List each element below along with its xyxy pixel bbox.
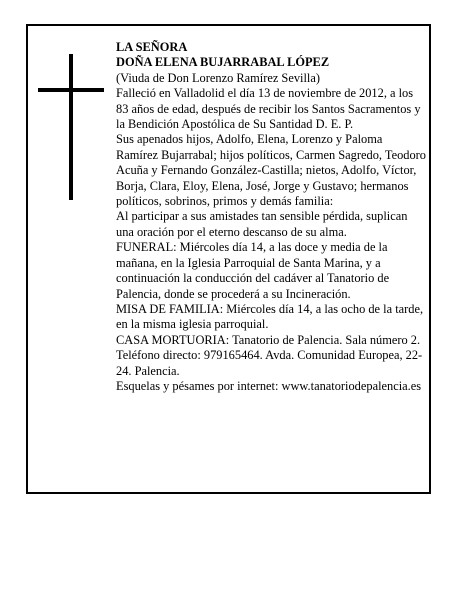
- family-list: Sus apenados hijos, Adolfo, Elena, Lorenzo y Paloma Ramírez Bujarrabal; hijos políticos, Carmen Sagredo, Teodoro Acuña y Fernando González-Castilla; nietos, Adolfo, Víctor, Borja, Clara, Eloy, Elena, José, Jorge y Gustavo; hermanos políticos, sobrinos, primos y demás familia:: [116, 132, 426, 209]
- death-announcement: Falleció en Valladolid el día 13 de noviembre de 2012, a los 83 años de edad, después de recibir los Santos Sacramentos y la Bendición Apostólica de Su Santidad D. E. P.: [116, 86, 421, 132]
- heading: LA SEÑORA: [116, 40, 188, 54]
- family-mass-info: MISA DE FAMILIA: Miércoles día 14, a las ocho de la tarde, en la misma iglesia parroquial.: [116, 301, 424, 332]
- cross-horizontal-bar: [38, 88, 104, 92]
- funeral-info: FUNERAL: Miércoles día 14, a las doce y media de la mañana, en la Iglesia Parroquial de Santa Marina, y a continuación la conducción del cadáver al Tanatorio de Palencia, donde se procederá a su Incineración.: [116, 240, 390, 301]
- widow-line: (Viuda de Don Lorenzo Ramírez Sevilla): [116, 70, 320, 85]
- cross-icon: [38, 54, 104, 200]
- internet-condolences: Esquelas y pésames por internet: www.tanatoriodepalencia.es: [116, 378, 422, 393]
- prayer-request: Al participar a sus amistades tan sensible pérdida, suplican una oración por el eterno descanso de su alma.: [116, 209, 408, 239]
- obituary-card: [26, 24, 431, 494]
- cross-vertical-bar: [69, 54, 73, 200]
- obituary-text: [116, 40, 426, 394]
- mortuary-info: CASA MORTUORIA: Tanatorio de Palencia. Sala número 2. Teléfono directo: 979165464. Avda. Comunidad Europea, 22-24. Palencia.: [116, 332, 423, 378]
- deceased-name: DOÑA ELENA BUJARRABAL LÓPEZ: [116, 55, 330, 70]
